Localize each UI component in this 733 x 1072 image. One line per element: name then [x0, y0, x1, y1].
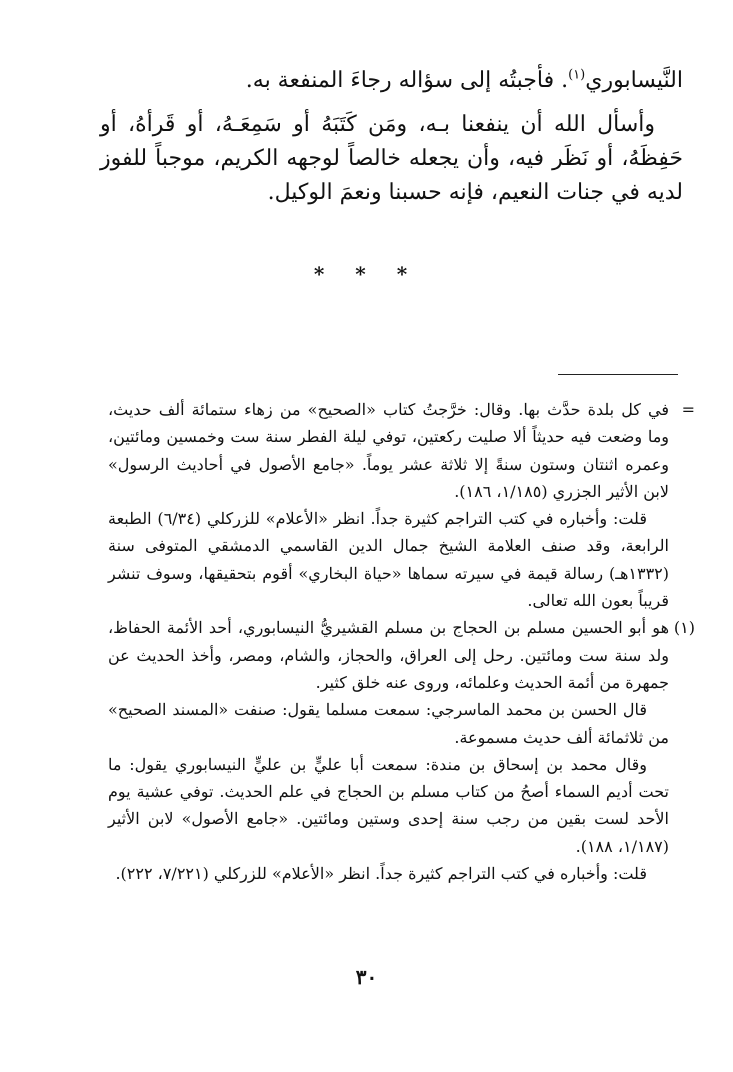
section-separator-stars: * * * [313, 262, 420, 286]
footnote-1 [108, 614, 695, 887]
footnote-continuation [108, 396, 695, 614]
footnote-continuation-para-1: في كل بلدة حدَّث بها. وقال: خرَّجتُ كتاب «الصحيح» من زهاء ستمائة ألف حديث، وما وضعت فيه حديثاً ألا صليت ركعتين، توفي ليلة الفطر سنة ست وخمسين ومائتين، وعمره اثنتان وستون سنةً إلا ثلاثة عشر يوماً. «جامع الأصول في أحاديث الرسول» لابن الأثير الجزري (١/١٨٥، ١٨٦). [108, 400, 670, 501]
footnotes [108, 396, 695, 887]
footnote-1-para-3: وقال محمد بن إسحاق بن مندة: سمعت أبا عليٍّ بن عليٍّ النيسابوري يقول: ما تحت أديم السماء أصحُ من كتاب مسلم بن الحجاج في علم الحديث. توفي عشية يوم الأحد لست بقين من رجب سنة إحدى وستين ومائتين. «جامع الأصول» لابن الأثير (١/١٨٧، ١٨٨). [108, 754, 670, 856]
footnote-continuation-marker: = [681, 400, 695, 419]
footnote-1-para-4: قلت: وأخباره في كتب التراجم كثيرة جداً. انظر «الأعلام» للزركلي (٧/٢٢١، ٢٢٢). [115, 864, 647, 884]
main-paragraph-1 [100, 64, 683, 98]
footnote-1-marker: (١) [673, 618, 695, 638]
main-text [100, 64, 683, 210]
main-line1-text: النَّيسابوري [585, 68, 683, 93]
footnote-rule [558, 374, 678, 375]
footnote-1-para-2: قال الحسن بن محمد الماسرجي: سمعت مسلما يقول: صنفت «المسند الصحيح» من ثلاثمائة ألف حديث مسموعة. [108, 700, 669, 747]
main-paragraph-2: وأسأل الله أن ينفعنا بـه، ومَن كَتَبَهُ أو سَمِعَـهُ، أو قَرأهُ، أو حَفِظَهُ، أو نَظَر فيه، وأن يجعله خالصاً لوجهه الكريم، موجباً للفوز لديه في جنات النعيم، فإنه حسبنا ونعمَ الوكيل. [100, 112, 683, 205]
footnote-continuation-para-2: قلت: وأخباره في كتب التراجم كثيرة جداً. انظر «الأعلام» للزركلي (٦/٣٤) الطبعة الرابعة، وقد صنف العلامة الشيخ جمال الدين القاسمي الدمشقي المتوفى سنة (١٣٣٢هـ) رسالة قيمة في سيرته سماها «حياة البخاري» أقوم بتحقيقها، وسوف تنشر قريباً بعون الله تعالى. [108, 509, 670, 611]
footnote-reference-1: (١) [568, 67, 586, 83]
page-number: ٣٠ [355, 965, 378, 989]
footnote-1-para-1: هو أبو الحسين مسلم بن الحجاج بن مسلم القشيريُّ النيسابوري، أحد الأئمة الحفاظ، ولد سنة ست ومائتين. رحل إلى العراق، والحجاز، والشام، ومصر، وأخذ الحديث عن جمهرة من أئمة الحديث وعلمائه، وروى عنه خلق كثير. [108, 618, 669, 692]
main-line1-rest: . فأجبتُه إلى سؤاله رجاءَ المنفعة به. [245, 68, 569, 93]
